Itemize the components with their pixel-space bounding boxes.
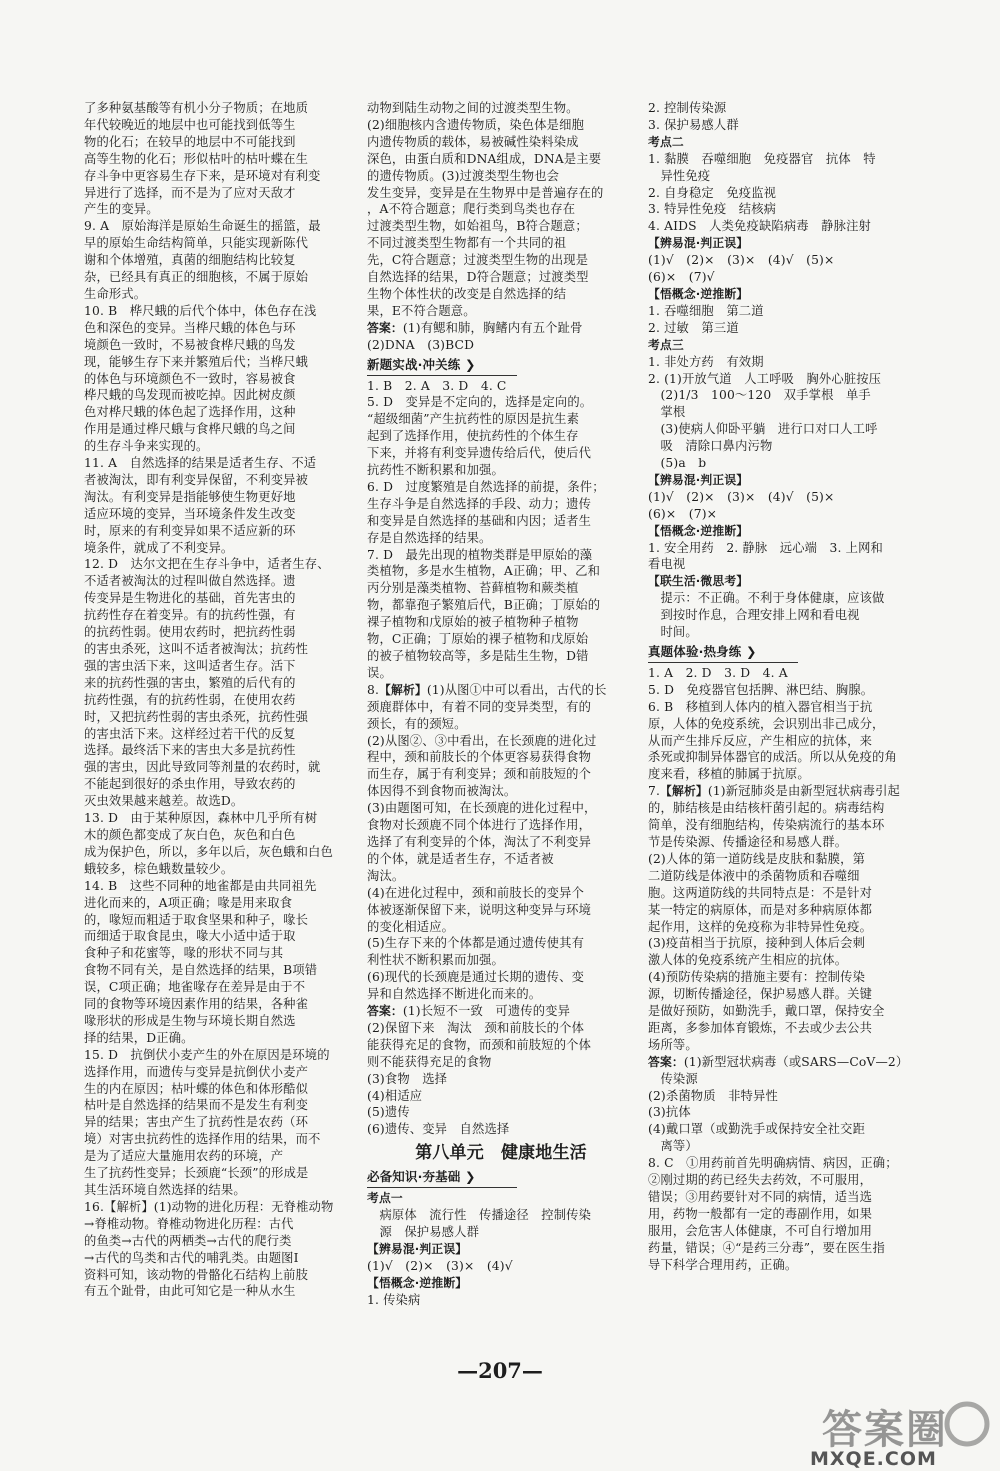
text-line: (2)从图②、③中看出，在长颈鹿的进化过	[367, 733, 597, 748]
text-line: 体被逐渐保留下来，说明这种变异与环境	[367, 902, 592, 917]
text-line: (6)现代的长颈鹿是通过长期的遗传、变	[367, 970, 585, 985]
text-line: 误。	[367, 665, 392, 680]
text-line: →脊椎动物。脊椎动物进化历程：古代	[84, 1216, 294, 1231]
text-line: 到按时作息，合理安排上网和看电视	[648, 608, 860, 623]
text-line: 从而产生排斥反应，产生相应的抗体，来	[648, 733, 873, 748]
text-line: 起作用，这样的免疫称为非特异性免疫。	[648, 919, 873, 934]
text-line: 10. B 桦尺蛾的后代个体中，体色存在浅	[84, 303, 317, 318]
text-line: 的变化相适应。	[367, 919, 455, 934]
text-line: 其生活环境自然选择的结果。	[84, 1183, 246, 1197]
text-line: 物，C正确；丁原始的裸子植物和戊原始	[367, 632, 589, 647]
text-line: 生的内在原因；枯叶蝶的体色和体形酷似	[84, 1081, 309, 1096]
text-line: 1. 吞噬细胞 第二道	[648, 303, 764, 318]
text-line: 病原体 流行性 传播途径 控制传染	[367, 1208, 592, 1223]
text-line: 的生存斗争来实现的。	[84, 439, 209, 454]
text-line: 度来看，移植的肺属于抗原。	[648, 767, 810, 782]
text-line: 则不能获得充足的食物	[367, 1054, 492, 1069]
text-line: 蛾较多，棕色蛾数量较少。	[84, 861, 234, 876]
text-line: 物的化石；在较早的地层中不可能找到	[84, 134, 296, 149]
bold-label: 【联生活·微思考】	[648, 574, 749, 589]
text-line: 深色，由蛋白质和DNA组成，DNA是主要	[367, 151, 602, 166]
text-line: 的被子植物较高等，多是陆生生物，D错	[367, 649, 589, 663]
text-line: 不同过渡类型生物都有一个共同的祖	[367, 236, 567, 251]
text-line: 误，C项正确；地雀喙存在差异是由于不	[84, 980, 306, 995]
text-line: 和变异是自然选择的基础和内因；适者生	[367, 513, 592, 528]
text-line: 节是传染源、传播途径和易感人群。	[648, 834, 848, 849]
text-line: 传染源	[648, 1071, 698, 1086]
text-line: 生存斗争是自然选择的手段、动力；遗传	[367, 496, 592, 511]
column-right	[648, 100, 918, 1274]
text-line: 8. C ①用药前首先明确病情、病因，正确；	[648, 1156, 898, 1171]
column-left	[84, 100, 354, 1300]
text-line: 的遗传物质。(3)过渡类型生物也会	[367, 168, 560, 183]
text-line: (2)保留下来 淘汰 颈和前肢长的个体	[367, 1020, 585, 1035]
text-line: 服用，会危害人体健康，不可自行增加用	[648, 1223, 873, 1238]
bold-label: 答案：	[367, 320, 403, 335]
text-line: 境颜色一致时，不易被食桦尺蛾的鸟发	[84, 337, 296, 352]
text-line: 是为了适应大量施用农药的环境，产	[84, 1149, 284, 1164]
text-line: (4)在进化过程中，颈和前肢长的变异个	[367, 885, 585, 900]
text-line: 不适者被淘汰的过程叫做自然选择。遗	[84, 574, 296, 589]
text-line: (1)√ (2)× (3)× (4)√ (5)×	[648, 489, 835, 504]
text-line: 16.【解析】(1)动物的进化历程：无脊椎动物	[84, 1199, 334, 1214]
section-heading: 真题体验·热身练 ❯	[648, 644, 798, 663]
text-line: (5)生存下来的个体都是通过遗传使其有	[367, 936, 585, 951]
text-line: 选择了有利变异的个体，淘汰了不利变异	[367, 834, 592, 849]
bold-label: 【辨易混·判正误】	[367, 1241, 468, 1256]
bold-label: 【悟概念·逆推断】	[367, 1275, 468, 1290]
text-line: 年代较晚近的地层中也可能找到低等生	[84, 117, 296, 132]
text-line: 看电视	[648, 557, 686, 572]
text-line: 有五个趾骨，由此可知它是一种从水生	[84, 1284, 296, 1299]
text-line: 者被淘汰，即有利变异保留，不利变异被	[84, 472, 309, 487]
text-line: 抗药性存在着变异。有的抗药性强，有	[84, 608, 296, 623]
page-number: —207—	[457, 1358, 543, 1383]
text-line: 距离，多参加体育锻炼，不去或少去公共	[648, 1020, 873, 1035]
text-line: 源，切断传播途径，保护易感人群。关键	[648, 987, 873, 1002]
text-line: 类植物，多是水生植物，A正确；甲、乙和	[367, 564, 601, 579]
text-line: 二道防线是体液中的杀菌物质和吞噬细	[648, 868, 860, 883]
text-line: 的个体，就是适者生存，不适者被	[367, 851, 554, 866]
text-line: (6)× (7)×	[648, 506, 718, 521]
text-line: 产生的变异。	[84, 202, 159, 217]
text-line: 生了抗药性变异；长颈鹿“长颈”的形成是	[84, 1166, 309, 1181]
text-line: 药量，错误；④“是药三分毒”，要在医生指	[648, 1240, 885, 1255]
bold-label: 【解析】	[379, 682, 427, 697]
text-line: 14. B 这些不同种的地雀都是由共同祖先	[84, 878, 317, 893]
text-line: 境）对害虫抗药性的选择作用的结果，而不	[84, 1132, 321, 1147]
text-line: 提示：不正确。不利于身体健康，应该做	[648, 591, 885, 606]
text-line: 而生存，属于有利变异；颈和前肢短的个	[367, 767, 592, 782]
text-line: 异和自然选择不断进化而来的。	[367, 987, 542, 1002]
text-line: 时，又把抗药性弱的害虫杀死，抗药性强	[84, 709, 309, 724]
text-line: 13. D 由于某种原因，森林中几乎所有树	[84, 811, 318, 826]
text-line: 不能起到很好的杀虫作用，导致农药的	[84, 777, 296, 792]
text-line: 异性免疫	[648, 168, 711, 183]
text-line: ②刚过期的药已经失去药效，不可服用，	[648, 1173, 873, 1188]
text-line: 谢和个体增殖，真菌的细胞结构比较复	[84, 253, 296, 268]
text-line: 来的抗药性强的害虫，繁殖的后代有的	[84, 675, 296, 690]
logo-url-text: MXQE.COM	[810, 1448, 937, 1470]
text-line	[648, 286, 918, 303]
text-line: (3)由题图可知，在长颈鹿的进化过程中，	[367, 801, 597, 816]
section-heading: 新题实战·冲关练 ❯	[367, 357, 517, 376]
text-line: →古代的鸟类和古代的哺乳类。由题图Ⅰ	[84, 1250, 299, 1265]
text-line: 6. D 过度繁殖是自然选择的前提，条件；	[367, 479, 605, 494]
text-line: 1. B 2. A 3. D 4. C	[367, 378, 507, 393]
text-line	[648, 337, 918, 354]
text-line: 1. A 2. D 3. D 4. A	[648, 665, 788, 680]
text-line: 选择。最终活下来的害虫大多是抗药性	[84, 743, 296, 758]
text-line: (5)遗传	[367, 1105, 410, 1120]
text-line: 答案：(1)长短不一致 可遗传的变异	[367, 1004, 571, 1019]
text-line: 1. 黏膜 吞噬细胞 免疫器官 抗体 特	[648, 151, 876, 166]
text-line: 下来，并将有利变异遗传给后代，使后代	[367, 446, 592, 461]
text-line: 食物对长颈鹿不同个体进行了选择作用，	[367, 818, 592, 833]
text-line: 6. B 移植到人体内的植入器官相当于抗	[648, 699, 873, 714]
text-line: 程中，颈和前肢长的个体更容易获得食物	[367, 750, 592, 765]
text-line	[367, 1190, 635, 1207]
bold-label: 【悟概念·逆推断】	[648, 523, 749, 538]
text-line: 导下科学合理用药，正确。	[648, 1257, 798, 1272]
text-line: 进化而来的，A项正确；喙是用来取食	[84, 895, 293, 910]
text-line: (6)× (7)√	[648, 270, 715, 285]
text-line: 体因得不到食物而被淘汰。	[367, 784, 517, 799]
text-line: (1)√ (2)× (3)× (4)√	[367, 1258, 513, 1273]
text-line	[367, 1241, 635, 1258]
text-line: 的抗药性弱。使用农药时，把抗药性弱	[84, 625, 296, 640]
text-line: 利性状不断积累而加强。	[367, 953, 504, 968]
column-middle	[367, 100, 635, 1309]
text-line: (2)1/3 100～120 双手掌根 单手	[648, 388, 871, 403]
text-line: 1. 传染病	[367, 1292, 421, 1307]
text-line: 了多种氨基酸等有机小分子物质；在地质	[84, 101, 309, 115]
text-line: 颈鹿群体中，有着不同的变异类型，有的	[367, 699, 592, 714]
unit-title: 第八单元 健康地生活	[415, 1143, 587, 1164]
text-line: 9. A 原始海洋是原始生命诞生的摇篮，最	[84, 219, 321, 234]
text-line: 抗药性强，有的抗药性弱，在使用农药	[84, 692, 296, 707]
text-line: 胞。这两道防线的共同特点是：不是针对	[648, 885, 873, 900]
text-line: 动物到陆生动物之间的过渡类型生物。	[367, 101, 579, 115]
text-line: 早的原始生命结构简单，只能实现新陈代	[84, 236, 309, 251]
text-line: (1)√ (2)× (3)× (4)√ (5)×	[648, 253, 835, 268]
text-line: 高等生物的化石；形似枯叶的枯叶蝶在生	[84, 151, 309, 166]
text-line: 是做好预防，如勤洗手，戴口罩，保持安全	[648, 1004, 885, 1019]
text-line: 颈长，有的颈短。	[367, 716, 467, 731]
text-line: 发生变异，变异是在生物界中是普遍存在的	[367, 185, 604, 200]
text-line: 而细适于取食昆虫，喙大小适中适于取	[84, 929, 296, 944]
text-line: 果，E不符合题意。	[367, 303, 476, 318]
text-line: 3. 特异性免疫 结核病	[648, 202, 777, 217]
text-line: 的害虫杀死，这叫不适者被淘汰；抗药性	[84, 642, 309, 656]
text-line: 的鱼类→古代的两栖类→古代的爬行类	[84, 1233, 292, 1248]
text-line: 裸子植物和戊原始的被子植物种子植物	[367, 615, 579, 630]
text-line: 枯叶是自然选择的结果而不是发生有利变	[84, 1098, 309, 1113]
text-line: 5. D 免疫器官包括脾、淋巴结、胸腺。	[648, 682, 874, 697]
text-line: 内遗传物质的载体，易被碱性染料染成	[367, 134, 579, 149]
text-line: 答案：(1)新型冠状病毒（或SARS—CoV—2）	[648, 1054, 909, 1069]
text-line: 2. (1)开放气道 人工呼吸 胸外心脏按压	[648, 371, 882, 386]
text-line: 异的结果；害虫产生了抗药性是农药（环	[84, 1115, 309, 1130]
text-line: 起到了选择作用，使抗药性的个体生存	[367, 429, 579, 444]
bold-label: 考点二	[648, 134, 684, 149]
text-line: 过渡类型生物，如始祖鸟，B符合题意；	[367, 219, 588, 234]
text-line: 3. 保护易感人群	[648, 117, 739, 132]
text-line: (4)相适应	[367, 1088, 423, 1103]
bold-label: 【辨易混·判正误】	[648, 236, 749, 251]
text-line: 淘汰。	[367, 868, 405, 883]
text-line: 强的害虫，因此导致同等剂量的农药时，就	[84, 760, 321, 775]
text-line: 色对桦尺蛾的体色起了选择作用，这种	[84, 405, 296, 420]
text-line	[367, 1275, 635, 1292]
text-line: 物，都靠孢子繁殖后代，B正确；丁原始的	[367, 598, 601, 613]
bold-label: 【悟概念·逆推断】	[648, 286, 749, 301]
text-line: 答案：(1)有鳃和肺，胸鳍内有五个趾骨	[367, 320, 583, 335]
logo-chinese-text: 答案圈	[822, 1407, 948, 1453]
text-line: 作用是通过桦尺蛾与食桦尺蛾的鸟之间	[84, 422, 296, 437]
text-line: 存是自然选择的结果。	[367, 530, 492, 545]
text-line	[648, 472, 918, 489]
text-line: 1. 非处方药 有效期	[648, 354, 764, 369]
text-line: 某一特定的病原体，而是对多种病原体都	[648, 902, 873, 917]
text-line: ，A不符合题意；爬行类到鸟类也存在	[367, 202, 576, 217]
text-line: 桦尺蛾的鸟发现而被吃掉。因此树皮颜	[84, 388, 296, 403]
text-line: 的体色与环境颜色不一致时，容易被食	[84, 371, 296, 386]
bold-label: 考点一	[367, 1191, 403, 1206]
text-line	[648, 235, 918, 252]
text-line: 适应环境的变异，当环境条件发生改变	[84, 506, 296, 521]
text-line	[648, 523, 918, 540]
text-line: (3)使病人仰卧平躺 进行口对口人工呼	[648, 422, 878, 437]
text-line: 自然选择的结果，D符合题意；过渡类型	[367, 270, 589, 285]
text-line: 同的食物等环境因素作用的结果，各种雀	[84, 997, 309, 1012]
text-line	[648, 573, 918, 590]
bold-label: 答案：	[367, 1004, 403, 1019]
bold-label: 【辨易混·判正误】	[648, 472, 749, 487]
text-line: 灭虫效果越来越差。故选D。	[84, 794, 244, 809]
text-line: 强的害虫活下来，这叫适者生存。活下	[84, 658, 296, 673]
text-line: 错误；③用药要针对不同的病情，适当选	[648, 1190, 873, 1204]
text-line: 1. 安全用药 2. 静脉 远心端 3. 上网和	[648, 540, 883, 555]
text-line: (2)细胞核内含遗传物质，染色体是细胞	[367, 117, 585, 132]
text-line: 场所等。	[648, 1037, 698, 1052]
text-line: 成为保护色，所以，多年以后，灰色蛾和白色	[84, 844, 333, 859]
text-line: 食种子和花蜜等，喙的形状不同与其	[84, 946, 284, 961]
text-line: (3)食物 选择	[367, 1071, 448, 1086]
text-line: 资料可知，该动物的骨骼化石结构上前肢	[84, 1267, 309, 1282]
text-line: 选择作用，而遗传与变异是抗倒伏小麦产	[84, 1064, 309, 1079]
text-line: 传变异是生物进化的基础，首先害虫的	[84, 591, 296, 606]
text-line: 现，能够生存下来并繁殖后代；当桦尺蛾	[84, 354, 309, 369]
text-line: “超级细菌”产生抗药性的原因是抗生素	[367, 412, 580, 427]
text-line: 存斗争中更容易生存下来，是环境对有利变	[84, 168, 321, 183]
text-line: 食物不同有关，是自然选择的结果，B项错	[84, 963, 318, 978]
text-line: 15. D 抗倒伏小麦产生的外在原因是环境的	[84, 1047, 330, 1062]
text-line: 2. 自身稳定 免疫监视	[648, 185, 777, 200]
text-line: 喙形状的形成是生物与环境长期自然选	[84, 1013, 296, 1028]
text-line: 11. A 自然选择的结果是适者生存、不适	[84, 456, 317, 471]
text-line: 12. D 达尔文把在生存斗争中，适者生存、	[84, 557, 330, 572]
text-line: 先，C符合题意；过渡类型生物的出现是	[367, 253, 589, 268]
text-line: (3)疫苗相当于抗原，接种到人体后会刺	[648, 936, 866, 951]
text-line: 7.【解析】(1)新冠肺炎是由新型冠状病毒引起	[648, 784, 900, 799]
text-line: 时间。	[648, 625, 698, 640]
text-line: 吸 清除口鼻内污物	[648, 439, 773, 454]
text-line: (4)戴口罩（或勤洗手或保持安全社交距	[648, 1122, 866, 1137]
text-line: 择的结果，D正确。	[84, 1030, 194, 1045]
text-line: 激人体的免疫系统产生相应的抗体。	[648, 953, 848, 968]
text-line: 丙分别是藻类植物、苔藓植物和蕨类植	[367, 581, 579, 596]
text-line: 异进行了选择，而不是为了应对天敌才	[84, 185, 296, 200]
text-line: 抗药性不断积累和加强。	[367, 463, 504, 478]
section-heading: 必备知识·夯基础 ❯	[367, 1169, 517, 1188]
bold-label: 考点三	[648, 337, 684, 352]
text-line: 生物个体性状的改变是自然选择的结	[367, 286, 567, 301]
text-line: (2)杀菌物质 非特异性	[648, 1088, 778, 1103]
text-line: (2)DNA (3)BCD	[367, 337, 475, 352]
text-line: 4. AIDS 人类免疫缺陷病毒 静脉注射	[648, 219, 871, 234]
text-line: 的，喙短而粗适于取食坚果和种子，喙长	[84, 912, 309, 927]
text-line: 2. 控制传染源	[648, 101, 727, 115]
text-line: 生命形式。	[84, 286, 147, 301]
text-line: 掌根	[648, 405, 686, 420]
text-line: 7. D 最先出现的植物类群是甲原始的藻	[367, 547, 593, 562]
text-line: 源 保护易感人群	[367, 1225, 480, 1239]
text-line: 淘汰。有利变异是指能够使生物更好地	[84, 489, 296, 504]
text-line: 能获得充足的食物，而颈和前肢短的个体	[367, 1037, 592, 1052]
text-line: 离等）	[648, 1139, 698, 1154]
text-line: 杀死或抑制异体器官的成活。所以从免疫的角	[648, 750, 897, 765]
text-line: 杂，已经具有真正的细胞核，不属于原始	[84, 270, 309, 285]
text-line: (5)a b	[648, 456, 707, 471]
text-line	[648, 134, 918, 151]
text-line: 木的颜色都变成了灰白色，灰色和白色	[84, 827, 296, 842]
text-line: (3)抗体	[648, 1105, 691, 1120]
text-line: 境条件，就成了不利变异。	[84, 540, 234, 555]
text-line: 2. 过敏 第三道	[648, 320, 739, 335]
text-line: 用，药物一般都有一定的毒副作用，如果	[648, 1206, 873, 1221]
text-line: 8.【解析】(1)从图①中可以看出，古代的长	[367, 682, 607, 697]
bold-label: 【解析】	[660, 784, 708, 799]
text-line: 5. D 变异是不定向的，选择是定向的。	[367, 395, 593, 410]
text-line: 的害虫活下来。这样经过若干代的反复	[84, 726, 296, 741]
text-line: (4)预防传染病的措施主要有：控制传染	[648, 970, 866, 985]
text-line: 的，肺结核是由结核杆菌引起的。病毒结构	[648, 801, 885, 816]
text-line: (2)人体的第一道防线是皮肤和黏膜，第	[648, 851, 866, 866]
text-line: 色和深色的变异。当桦尺蛾的体色与环	[84, 320, 296, 335]
bold-label: 答案：	[648, 1054, 684, 1069]
text-line: 时，原来的有利变异如果不适应新的环	[84, 523, 296, 538]
text-line: 原，人体的免疫系统，会识别出非己成分，	[648, 716, 885, 731]
text-line: 简单，没有细胞结构，传染病流行的基本环	[648, 818, 885, 833]
text-line: (6)遗传、变异 自然选择	[367, 1122, 510, 1137]
